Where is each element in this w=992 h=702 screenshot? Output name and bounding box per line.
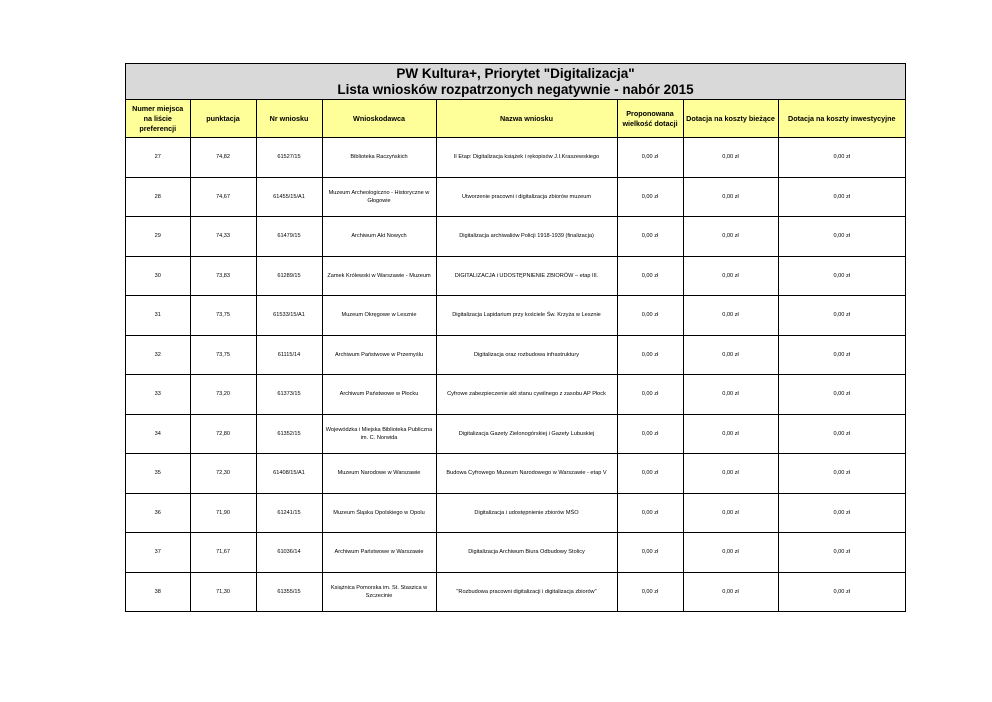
cell-proposed: 0,00 zł [617, 335, 683, 375]
table-row [126, 533, 905, 573]
cell-rank: 31 [126, 296, 190, 336]
col-header-applicant: Wnioskodawca [322, 100, 436, 138]
cell-applicant: Muzeum Narodowe w Warszawie [322, 454, 436, 494]
cell-score: 73,75 [190, 296, 256, 336]
cell-app-no: 61527/15 [256, 138, 322, 178]
cell-name: DIGITALIZACJA i UDOSTĘPNIENIE ZBIORÓW – etap III. [436, 256, 617, 296]
cell-invest: 0,00 zł [778, 177, 905, 217]
table-row [126, 572, 905, 611]
cell-current: 0,00 zł [683, 375, 778, 415]
spreadsheet-table [125, 63, 906, 612]
col-header-app-no: Nr wniosku [256, 100, 322, 138]
cell-applicant: Wojewódzka i Miejska Biblioteka Publiczna im. C. Norwida [322, 414, 436, 454]
cell-current: 0,00 zł [683, 454, 778, 494]
cell-name: Cyfrowe zabezpieczenie akt stanu cywilnego z zasobu AP Płock [436, 375, 617, 415]
cell-applicant: Książnica Pomorska im. St. Staszica w Szczecinie [322, 572, 436, 611]
table-title [126, 64, 905, 100]
cell-name: Utworzenie pracowni i digitalizacja zbiorów muzeum [436, 177, 617, 217]
cell-invest: 0,00 zł [778, 217, 905, 257]
cell-current: 0,00 zł [683, 177, 778, 217]
table-row [126, 256, 905, 296]
cell-applicant: Archiwum Państwowe w Przemyślu [322, 335, 436, 375]
cell-rank: 30 [126, 256, 190, 296]
cell-proposed: 0,00 zł [617, 533, 683, 573]
cell-name: "Rozbudowa pracowni digitalizacji i digitalizacja zbiorów" [436, 572, 617, 611]
cell-current: 0,00 zł [683, 256, 778, 296]
cell-invest: 0,00 zł [778, 335, 905, 375]
col-header-name: Nazwa wniosku [436, 100, 617, 138]
cell-invest: 0,00 zł [778, 375, 905, 415]
cell-score: 71,30 [190, 572, 256, 611]
cell-current: 0,00 zł [683, 572, 778, 611]
cell-name: Digitalizacja oraz rozbudowa infrastruktury [436, 335, 617, 375]
cell-invest: 0,00 zł [778, 414, 905, 454]
cell-score: 72,30 [190, 454, 256, 494]
title-line-2: Lista wniosków rozpatrzonych negatywnie - nabór 2015 [337, 82, 694, 97]
cell-rank: 27 [126, 138, 190, 178]
cell-proposed: 0,00 zł [617, 454, 683, 494]
cell-score: 71,67 [190, 533, 256, 573]
cell-score: 73,83 [190, 256, 256, 296]
table-row [126, 217, 905, 257]
table-row [126, 177, 905, 217]
cell-rank: 34 [126, 414, 190, 454]
cell-score: 74,33 [190, 217, 256, 257]
cell-name: Digitalizacja Gazety Zielonogórskiej i Gazety Lubuskiej [436, 414, 617, 454]
cell-applicant: Archiwum Państwowe w Płocku [322, 375, 436, 415]
cell-applicant: Biblioteka Raczyńskich [322, 138, 436, 178]
table-row [126, 375, 905, 415]
cell-proposed: 0,00 zł [617, 217, 683, 257]
cell-rank: 38 [126, 572, 190, 611]
cell-proposed: 0,00 zł [617, 296, 683, 336]
cell-name: Digitalizacja archiwaliów Policji 1918-1939 (finalizacja) [436, 217, 617, 257]
cell-name: Digitalizacja Archiwum Biura Odbudowy Stolicy [436, 533, 617, 573]
table-row [126, 296, 905, 336]
cell-applicant: Archiwum Państwowe w Warszawie [322, 533, 436, 573]
cell-app-no: 61373/15 [256, 375, 322, 415]
cell-proposed: 0,00 zł [617, 572, 683, 611]
cell-current: 0,00 zł [683, 493, 778, 533]
cell-applicant: Muzeum Śląska Opolskiego w Opolu [322, 493, 436, 533]
table-row [126, 138, 905, 178]
header-row [126, 100, 905, 138]
cell-rank: 36 [126, 493, 190, 533]
cell-rank: 32 [126, 335, 190, 375]
table-row [126, 414, 905, 454]
col-header-rank: Numer miejsca na liście preferencji [126, 100, 190, 138]
col-header-score: punktacja [190, 100, 256, 138]
cell-rank: 29 [126, 217, 190, 257]
cell-current: 0,00 zł [683, 335, 778, 375]
col-header-proposed: Proponowana wielkość dotacji [617, 100, 683, 138]
cell-app-no: 61355/15 [256, 572, 322, 611]
cell-score: 72,80 [190, 414, 256, 454]
cell-proposed: 0,00 zł [617, 414, 683, 454]
cell-invest: 0,00 zł [778, 572, 905, 611]
cell-name: II Etap: Digitalizacja książek i rękopisów J.I.Kraszewskiego [436, 138, 617, 178]
cell-invest: 0,00 zł [778, 454, 905, 494]
cell-proposed: 0,00 zł [617, 256, 683, 296]
cell-app-no: 61479/15 [256, 217, 322, 257]
col-header-current: Dotacja na koszty bieżące [683, 100, 778, 138]
cell-rank: 28 [126, 177, 190, 217]
cell-rank: 33 [126, 375, 190, 415]
cell-name: Digitalizacja Lapidarium przy kościele Św. Krzyża w Lesznie [436, 296, 617, 336]
cell-proposed: 0,00 zł [617, 177, 683, 217]
cell-proposed: 0,00 zł [617, 375, 683, 415]
cell-current: 0,00 zł [683, 533, 778, 573]
cell-app-no: 61289/15 [256, 256, 322, 296]
table-row [126, 454, 905, 494]
title-line-1: PW Kultura+, Priorytet "Digitalizacja" [396, 66, 635, 81]
cell-invest: 0,00 zł [778, 256, 905, 296]
cell-applicant: Archiwum Akt Nowych [322, 217, 436, 257]
cell-name: Digitalizacja i udostępnienie zbiorów MŚO [436, 493, 617, 533]
cell-applicant: Zamek Królewski w Warszawie - Muzeum [322, 256, 436, 296]
applications-table [126, 100, 905, 611]
cell-rank: 37 [126, 533, 190, 573]
col-header-invest: Dotacja na koszty inwestycyjne [778, 100, 905, 138]
cell-score: 73,20 [190, 375, 256, 415]
table-row [126, 493, 905, 533]
cell-invest: 0,00 zł [778, 138, 905, 178]
cell-invest: 0,00 zł [778, 296, 905, 336]
cell-proposed: 0,00 zł [617, 138, 683, 178]
cell-app-no: 61533/15/A1 [256, 296, 322, 336]
cell-app-no: 61115/14 [256, 335, 322, 375]
cell-current: 0,00 zł [683, 296, 778, 336]
cell-app-no: 61352/15 [256, 414, 322, 454]
cell-applicant: Muzeum Archeologiczno - Historyczne w Głogowie [322, 177, 436, 217]
cell-current: 0,00 zł [683, 138, 778, 178]
table-row [126, 335, 905, 375]
cell-name: Budowa Cyfrowego Muzeum Narodowego w Warszawie - etap V [436, 454, 617, 494]
cell-score: 74,82 [190, 138, 256, 178]
cell-invest: 0,00 zł [778, 493, 905, 533]
cell-app-no: 61408/15/A1 [256, 454, 322, 494]
cell-app-no: 61455/15/A1 [256, 177, 322, 217]
cell-app-no: 61241/15 [256, 493, 322, 533]
cell-rank: 35 [126, 454, 190, 494]
cell-score: 74,67 [190, 177, 256, 217]
cell-score: 73,75 [190, 335, 256, 375]
cell-current: 0,00 zł [683, 217, 778, 257]
cell-proposed: 0,00 zł [617, 493, 683, 533]
cell-applicant: Muzeum Okręgowe w Lesznie [322, 296, 436, 336]
cell-current: 0,00 zł [683, 414, 778, 454]
cell-app-no: 61036/14 [256, 533, 322, 573]
cell-score: 71,90 [190, 493, 256, 533]
cell-invest: 0,00 zł [778, 533, 905, 573]
